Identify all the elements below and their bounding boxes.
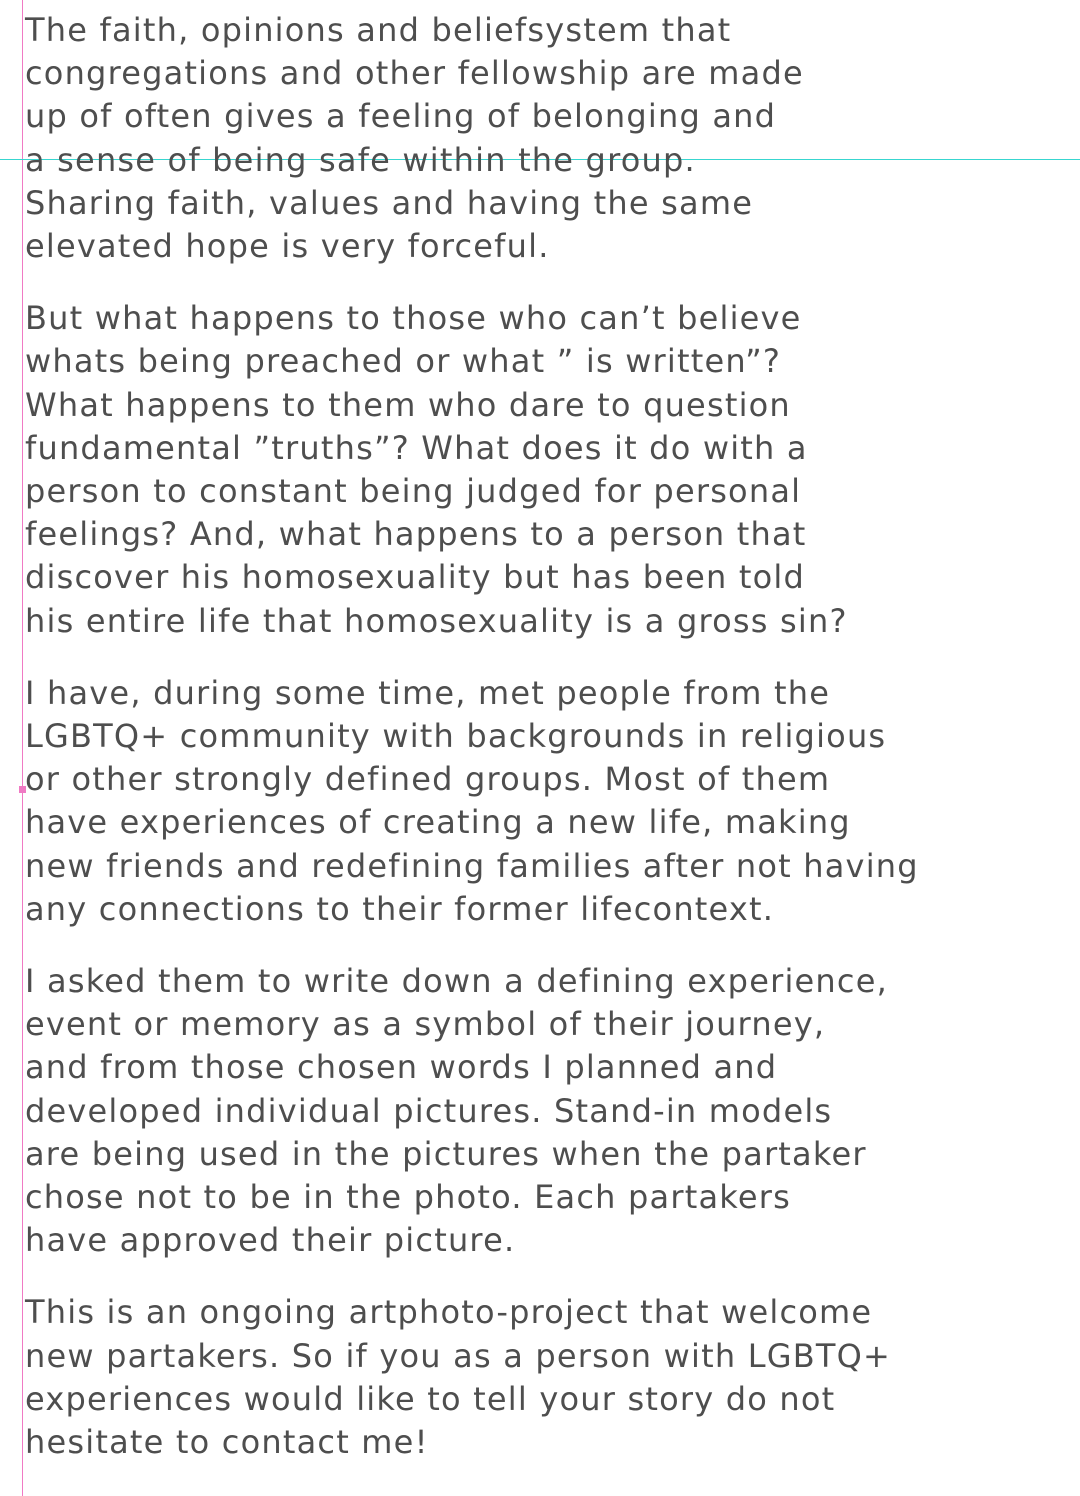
text-line: What happens to them who dare to question [25,385,791,424]
text-line: event or memory as a symbol of their journey, [25,1005,826,1044]
text-line: new friends and redefining families after not having [25,846,919,885]
paragraph-4 [25,960,1075,1262]
text-line: congregations and other fellowship are made [25,54,804,93]
text-line: But what happens to those who can’t believe [25,299,802,338]
text-line: are being used in the pictures when the partaker [25,1134,867,1173]
text-line: fundamental ”truths”? What does it do with a [25,428,808,467]
text-line: person to constant being judged for personal [25,472,802,511]
text-line: or other strongly defined groups. Most of them [25,760,831,799]
paragraph-3 [25,672,1075,931]
text-line: any connections to their former lifecontext. [25,889,775,928]
text-line: his entire life that homosexuality is a gross sin? [25,601,848,640]
text-line: hesitate to contact me! [25,1423,429,1462]
text-line: experiences would like to tell your story do not [25,1379,836,1418]
paragraph-1 [25,9,1075,268]
text-line: elevated hope is very forceful. [25,227,550,266]
text-line: feelings? And, what happens to a person that [25,515,807,554]
text-line: This is an ongoing artphoto-project that welcome [25,1293,873,1332]
text-line: and from those chosen words I planned and [25,1048,778,1087]
text-line: whats being preached or what ” is written”? [25,342,782,381]
text-line: I asked them to write down a defining experience, [25,962,888,1001]
text-line: Sharing faith, values and having the same [25,183,754,222]
paragraph-2 [25,297,1075,643]
text-line: chose not to be in the photo. Each partakers [25,1178,791,1217]
text-line: have experiences of creating a new life, making [25,803,851,842]
text-line: LGBTQ+ community with backgrounds in religious [25,717,887,756]
text-line: I have, during some time, met people from the [25,673,831,712]
text-line: discover his homosexuality but has been told [25,558,806,597]
margin-guide-vertical [22,0,23,1496]
text-line: The faith, opinions and beliefsystem that [25,11,732,49]
text-frame[interactable] [25,9,1075,1493]
text-line: developed individual pictures. Stand-in models [25,1091,833,1130]
paragraph-5 [25,1291,1075,1464]
text-line: a sense of being safe within the group. [25,140,696,179]
text-line: new partakers. So if you as a person with LGBTQ+ [25,1336,892,1375]
text-line: up of often gives a feeling of belonging and [25,97,777,136]
text-line: have approved their picture. [25,1221,516,1260]
